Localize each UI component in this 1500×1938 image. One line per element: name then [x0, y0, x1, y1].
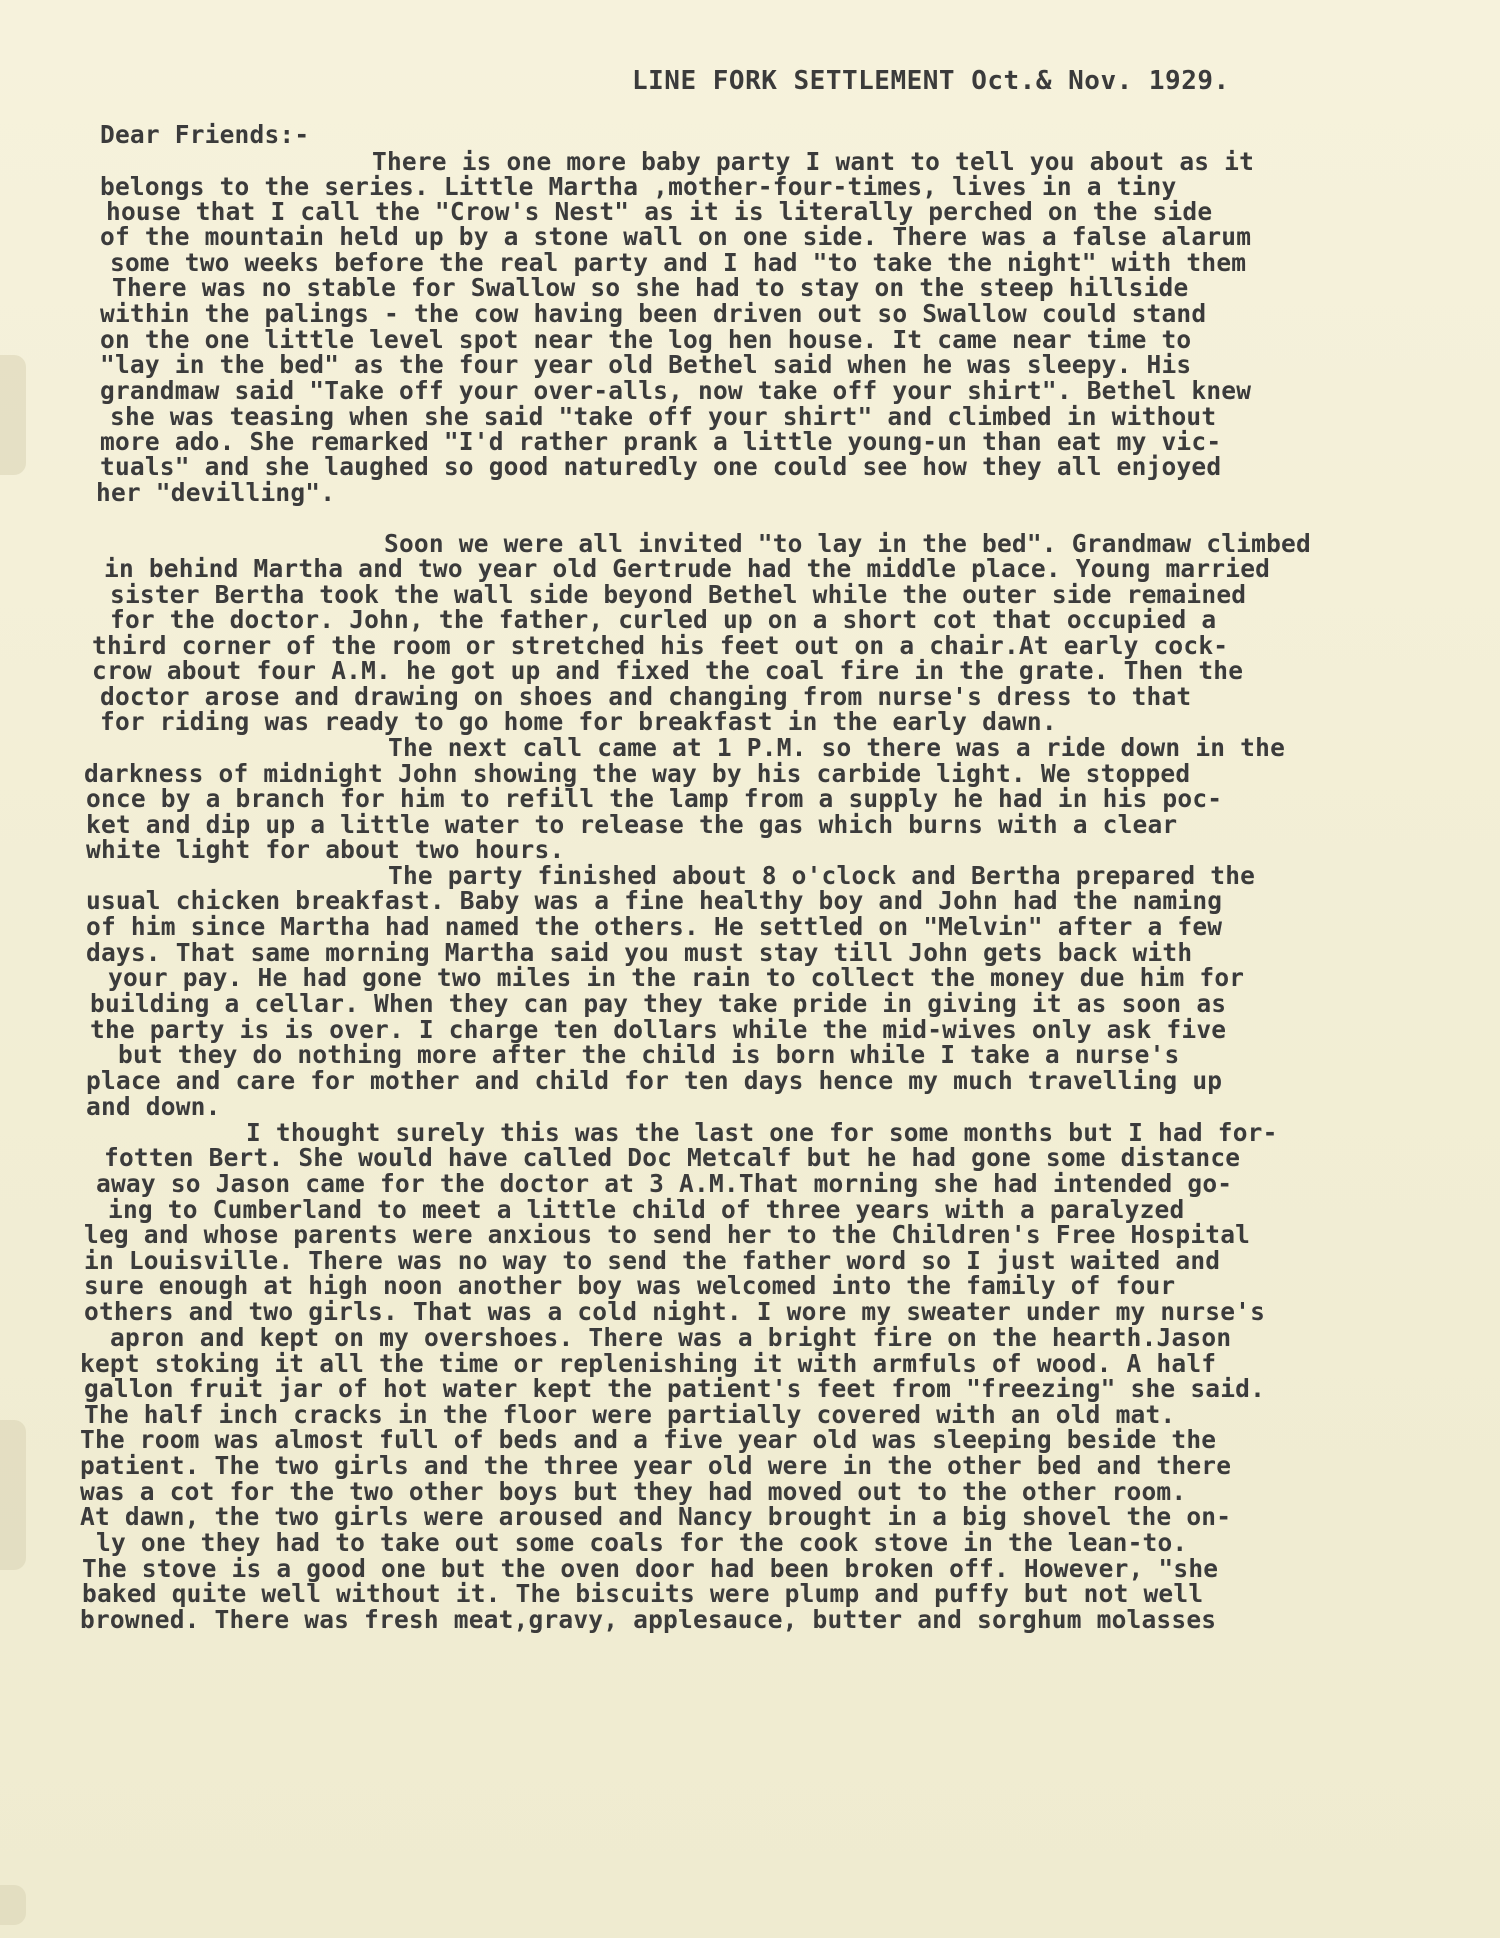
letter-line: the party is is over. I charge ten dollars while the mid-wives only ask five [90, 1015, 1227, 1044]
torn-edge [0, 1885, 26, 1925]
letter-line: gallon fruit jar of hot water kept the patient's feet from "freezing" she said. [84, 1374, 1266, 1403]
letter-line: The room was almost full of beds and a five year old was sleeping beside the [80, 1425, 1217, 1454]
letter-line: ly one they had to take out some coals for the cook stove in the lean-to. [96, 1528, 1188, 1557]
letter-line: ing to Cumberland to meet a little child of three years with a paralyzed [108, 1195, 1185, 1224]
letter-line: The next call came at 1 P.M. so there was a ride down in the [388, 733, 1286, 762]
letter-line: darkness of midnight John showing the way by his carbide light. We stopped [84, 759, 1191, 788]
letter-line: patient. The two girls and the three year old were in the other bed and there [80, 1451, 1232, 1480]
letter-line: The stove is a good one but the oven door had been broken off. However, "she [82, 1554, 1219, 1583]
letter-line: others and two girls. That was a cold night. I wore my sweater under my nurse's [84, 1297, 1266, 1326]
letter-line: sure enough at high noon another boy was welcomed into the family of four [84, 1271, 1176, 1300]
letter-line: belongs to the series. Little Martha ,mother-four-times, lives in a tiny [100, 172, 1177, 201]
letter-line: some two weeks before the real party and I had "to take the night" with them [110, 248, 1247, 277]
letter-line: for the doctor. John, the father, curled up on a short cot that occupied a [110, 605, 1217, 634]
letter-line: place and care for mother and child for ten days hence my much travelling up [86, 1066, 1223, 1095]
letter-line: leg and whose parents were anxious to send her to the Children's Free Hospital [84, 1220, 1251, 1249]
letter-line: third corner of the room or stretched his feet out on a chair.At early cock- [92, 631, 1229, 660]
letter-line: house that I call the "Crow's Nest" as it is literally perched on the side [106, 197, 1213, 226]
letter-line: grandmaw said "Take off your over-alls, now take off your shirt". Bethel knew [100, 376, 1252, 405]
torn-edge [0, 1420, 26, 1570]
letter-line: The half inch cracks in the floor were partially covered with an old mat. [84, 1400, 1176, 1429]
letter-line: and down. [86, 1092, 221, 1121]
letter-line: sister Bertha took the wall side beyond Bethel while the outer side remained [110, 580, 1247, 609]
letter-line: At dawn, the two girls were aroused and Nancy brought in a big shovel the on- [80, 1502, 1232, 1531]
letter-line: for riding was ready to go home for breakfast in the early dawn. [100, 707, 1057, 736]
letter-header: LINE FORK SETTLEMENT Oct.& Nov. 1929. [632, 66, 1230, 96]
torn-edge [0, 355, 26, 475]
letter-line: ket and dip up a little water to release the gas which burns with a clear [86, 810, 1178, 839]
letter-line: of him since Martha had named the others. He settled on "Melvin" after a few [86, 912, 1223, 941]
letter-line: The party finished about 8 o'clock and Bertha prepared the [388, 861, 1256, 890]
letter-line: baked quite well without it. The biscuits were plump and puffy but not well [82, 1579, 1204, 1608]
letter-line: doctor arose and drawing on shoes and changing from nurse's dress to that [100, 682, 1192, 711]
letter-line: white light for about two hours. [86, 835, 565, 864]
letter-line: she was teasing when she said "take off your shirt" and climbed in without [110, 402, 1217, 431]
letter-line: away so Jason came for the doctor at 3 A.M.That morning she had intended go- [96, 1169, 1233, 1198]
letter-line: days. That same morning Martha said you must stay till John gets back with [86, 938, 1193, 967]
letter-line: fotten Bert. She would have called Doc Metcalf but he had gone some distance [104, 1143, 1241, 1172]
letter-line: once by a branch for him to refill the lamp from a supply he had in his poc- [86, 784, 1223, 813]
letter-line: her "devilling". [96, 478, 336, 507]
letter-line: more ado. She remarked "I'd rather prank a little young-un than eat my vic- [100, 427, 1222, 456]
letter-line: crow about four A.M. he got up and fixed the coal fire in the grate. Then the [92, 656, 1244, 685]
salutation: Dear Friends:- [100, 120, 310, 149]
letter-line: There is one more baby party I want to tell you about as it [372, 147, 1255, 176]
letter-line: Soon we were all invited "to lay in the bed". Grandmaw climbed [384, 529, 1311, 558]
letter-line: building a cellar. When they can pay they take pride in giving it as soon as [90, 989, 1227, 1018]
letter-line: "lay in the bed" as the four year old Bethel said when he was sleepy. His [100, 350, 1192, 379]
letter-line: tuals" and she laughed so good naturedly one could see how they all enjoyed [100, 452, 1222, 481]
letter-line: usual chicken breakfast. Baby was a fine healthy boy and John had the naming [86, 886, 1223, 915]
letter-line: your pay. He had gone two miles in the rain to collect the money due him for [108, 963, 1245, 992]
letter-line: of the mountain held up by a stone wall on one side. There was a false alarum [100, 222, 1252, 251]
letter-line: on the one little level spot near the log hen house. It came near time to [100, 325, 1192, 354]
letter-line: was a cot for the two other boys but they had moved out to the other room. [80, 1477, 1187, 1506]
letter-line: browned. There was fresh meat,gravy, applesauce, butter and sorghum molasses [80, 1605, 1217, 1634]
letter-line: apron and kept on my overshoes. There was a bright fire on the hearth.Jason [110, 1323, 1232, 1352]
letter-line: There was no stable for Swallow so she had to stay on the steep hillside [112, 273, 1189, 302]
letter-line: but they do nothing more after the child is born while I take a nurse's [118, 1040, 1180, 1069]
letter-line: I thought surely this was the last one for some months but I had for- [246, 1118, 1278, 1147]
letter-line: within the palings - the cow having been driven out so Swallow could stand [100, 299, 1207, 328]
letter-line: in behind Martha and two year old Gertrude had the middle place. Young married [104, 554, 1271, 583]
letter-line: kept stoking it all the time or replenishing it with armfuls of wood. A half [80, 1349, 1217, 1378]
letter-line: in Louisville. There was no way to send the father word so I just waited and [84, 1246, 1221, 1275]
